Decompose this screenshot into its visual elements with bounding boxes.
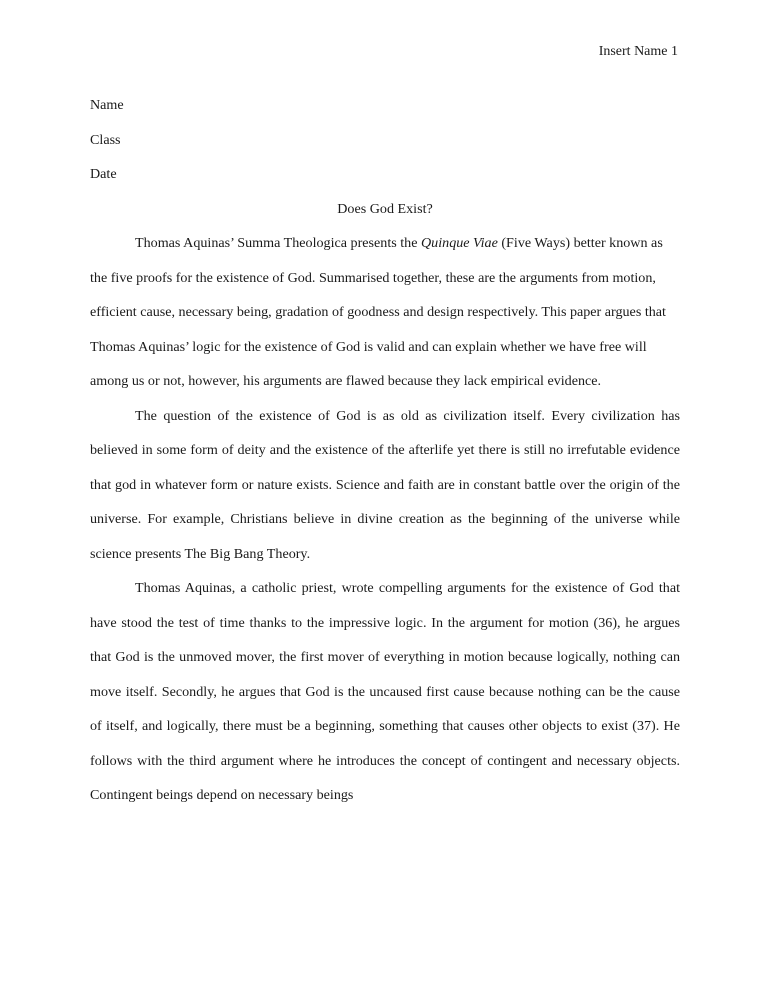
essay-title: Does God Exist? <box>337 200 433 217</box>
quinque-viae-italic: Quinque Viae <box>421 235 498 251</box>
date-line: Date <box>90 166 117 182</box>
paragraph-2: The question of the existence of God is as old as civilization itself. Every civilization has believed in some form of deity and the existence of the afterlife yet there is still no irrefutable evidence that god in whatever form or nature exists. Science and faith are in constant battle over the origin of the universe. For example, Christians believe in divine creation as the beginning of the universe while science presents The Big Bang Theory. <box>90 407 680 562</box>
running-head: Insert Name 1 <box>598 44 678 59</box>
paragraph-1-lead: Thomas Aquinas’ Summa Theologica presents the <box>135 235 421 251</box>
paragraph-1 <box>90 226 680 399</box>
class-name: Class <box>90 131 121 148</box>
paragraph-1-rest: (Five Ways) better known as the five proofs for the existence of God. Summarised together, these are the arguments from motion, efficient cause, necessary being, gradation of goodness and design respectively. This paper argues that Thomas Aquinas’ logic for the existence of God is valid and can explain whether we have free will among us or not, however, his arguments are flawed because they lack empirical evidence. <box>90 235 666 389</box>
student-name: Name <box>90 97 124 113</box>
paragraph-3: Thomas Aquinas, a catholic priest, wrote compelling arguments for the existence of God that have stood the test of time thanks to the impressive logic. In the argument for motion (36), he argues that God is the unmoved mover, the first mover of everything in motion because logically, nothing can move itself. Secondly, he argues that God is the uncaused first cause because nothing can be the cause of itself, and logically, there must be a beginning, something that causes other objects to exist (37). He follows with the third argument where he introduces the concept of contingent and necessary objects. Contingent beings depend on necessary beings <box>90 580 680 803</box>
document-body <box>90 88 680 813</box>
